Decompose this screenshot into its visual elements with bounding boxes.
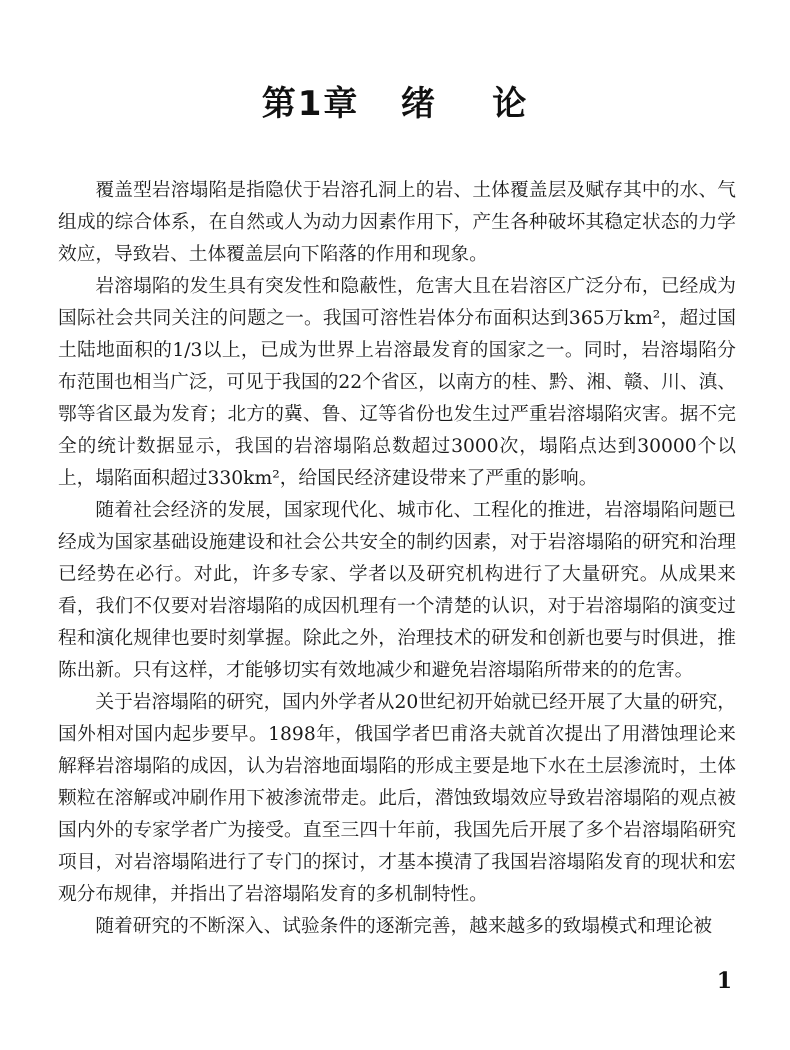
chapter-title: 第1章 绪 论 xyxy=(261,84,529,124)
paragraph-3: 随着社会经济的发展，国家现代化、城市化、工程化的推进，岩溶塌陷问题已经成为国家基础设施建设和社会公共安全的制约因素，对于岩溶塌陷的研究和治理已经势在必行。对此，许多专家、学者以及研究机构进行了大量研究。从成果来看，我们不仅要对岩溶塌陷的成因机理有一个清楚的认识，对于岩溶塌陷的演变过程和演化规律也要时刻掌握。除此之外，治理技术的研发和创新也要与时俱进，推陈出新。只有这样，才能够切实有效地减少和避免岩溶塌陷所带来的的危害。 xyxy=(58,500,736,681)
paragraph-1: 覆盖型岩溶塌陷是指隐伏于岩溶孔洞上的岩、土体覆盖层及赋存其中的水、气组成的综合体系，在自然或人为动力因素作用下，产生各种破坏其稳定状态的力学效应，导致岩、土体覆盖层向下陷落的作用和现象。 xyxy=(58,180,736,265)
paragraph-5: 随着研究的不断深入、试验条件的逐渐完善，越来越多的致塌模式和理论被 xyxy=(95,916,713,937)
paragraph-2: 岩溶塌陷的发生具有突发性和隐蔽性，危害大且在岩溶区广泛分布，已经成为国际社会共同关注的问题之一。我国可溶性岩体分布面积达到365万km²，超过国土陆地面积的1/3以上，已成为世界上岩溶最发育的国家之一。同时，岩溶塌陷分布范围也相当广泛，可见于我国的22个省区，以南方的桂、黔、湘、赣、川、滇、鄂等省区最为发育；北方的冀、鲁、辽等省份也发生过严重岩溶塌陷灾害。据不完全的统计数据显示，我国的岩溶塌陷总数超过3000次，塌陷点达到30000个以上，塌陷面积超过330km²，给国民经济建设带来了严重的影响。 xyxy=(58,276,736,489)
page-number: 1 xyxy=(716,968,732,994)
paragraph-4: 关于岩溶塌陷的研究，国内外学者从20世纪初开始就已经开展了大量的研究，国外相对国内起步要早。1898年，俄国学者巴甫洛夫就首次提出了用潜蚀理论来解释岩溶塌陷的成因，认为岩溶地面塌陷的形成主要是地下水在土层渗流时，土体颗粒在溶解或冲刷作用下被渗流带走。此后，潜蚀致塌效应导致岩溶塌陷的观点被国内外的专家学者广为接受。直至三四十年前，我国先后开展了多个岩溶塌陷研究项目，对岩溶塌陷进行了专门的探讨，才基本摸清了我国岩溶塌陷发育的现状和宏观分布规律，并指出了岩溶塌陷发育的多机制特性。 xyxy=(58,692,736,905)
body-text xyxy=(58,175,736,943)
